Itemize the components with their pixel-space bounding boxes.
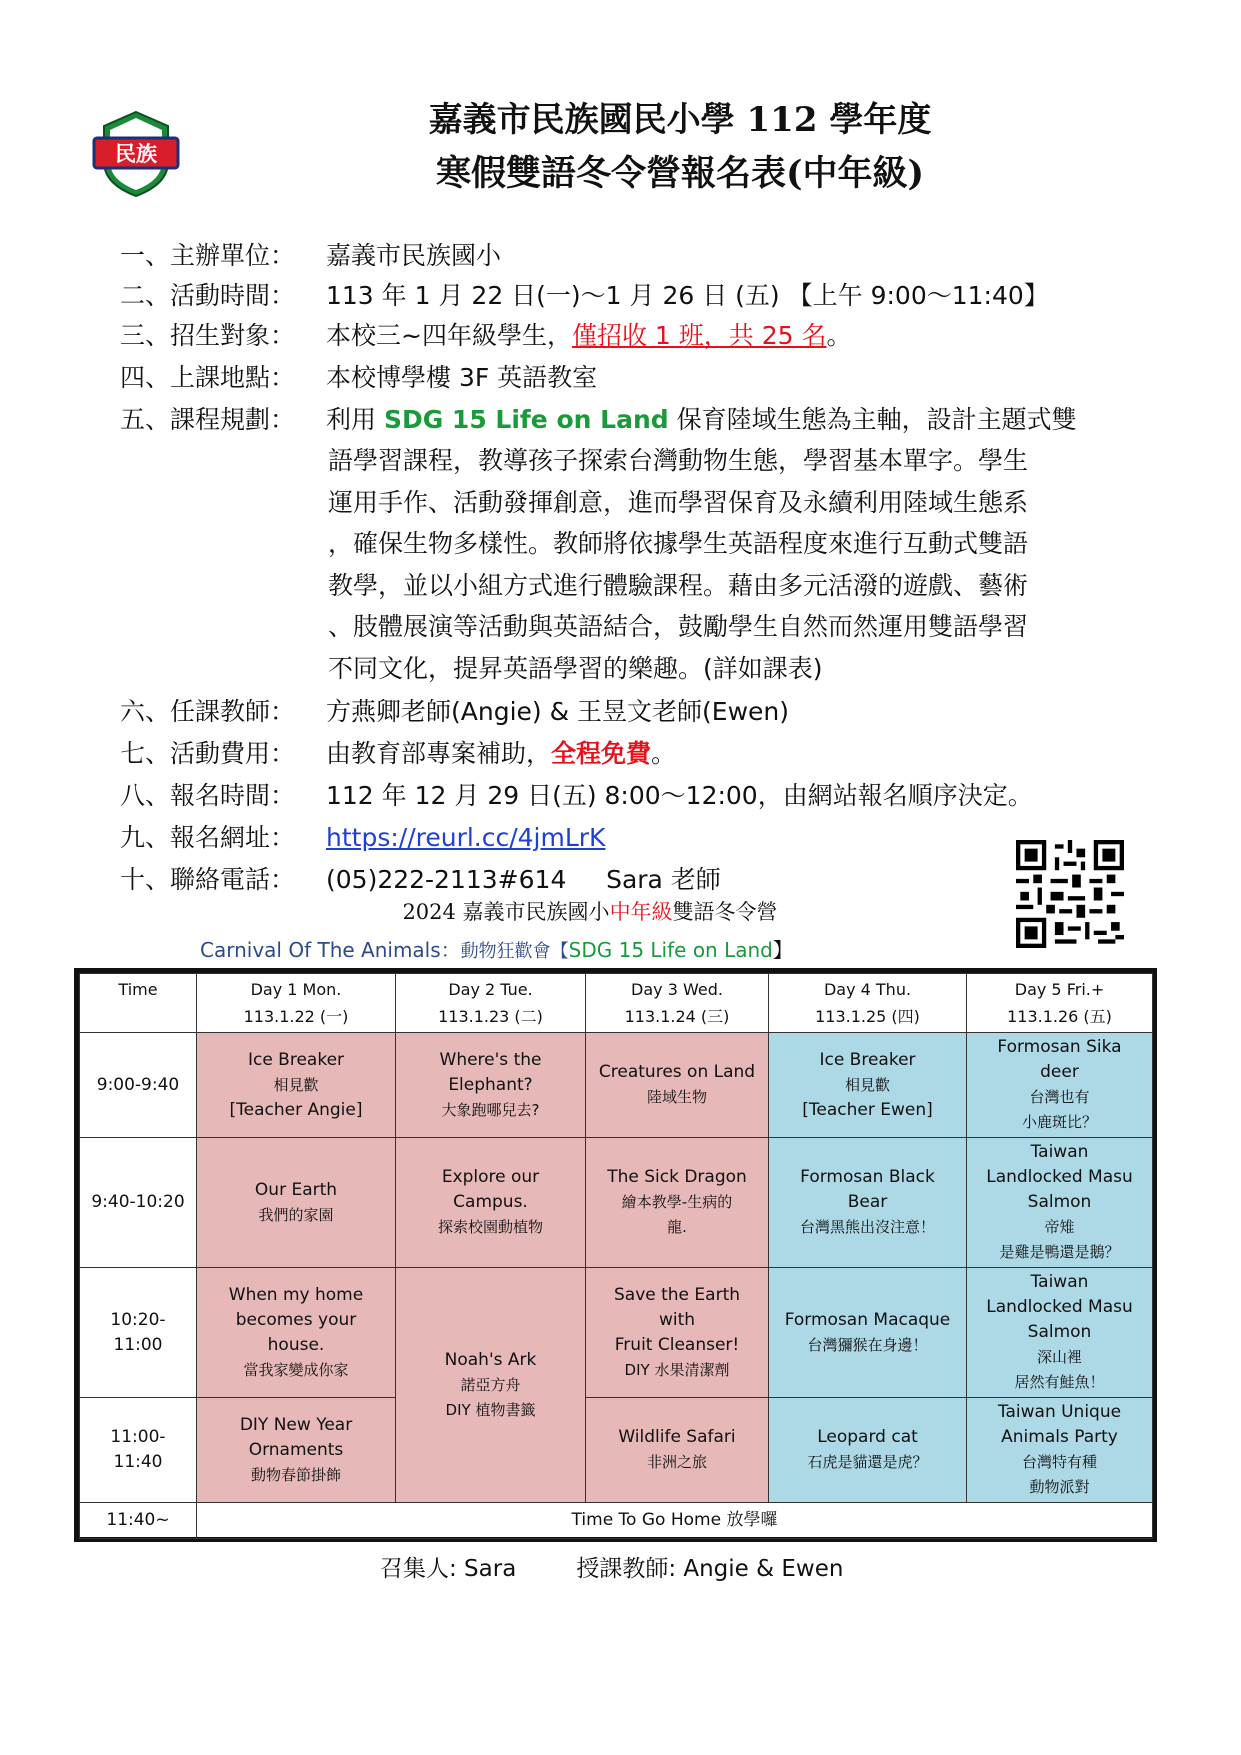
info-value: 利用 (326, 405, 384, 434)
cell-line: 動物春節掛飾 (250, 1465, 341, 1484)
cell-line: Elephant? (448, 1074, 533, 1095)
cell-line: DIY 水果清潔劑 (624, 1360, 730, 1379)
cell-line: 我們的家園 (258, 1205, 334, 1224)
schedule-row-dismissal (80, 1503, 1153, 1539)
day-header: Day 1 Mon. 113.1.22 (一) (197, 974, 396, 1033)
info-tail: 。 (651, 739, 677, 768)
cell-line: [Teacher Angie] (229, 1099, 363, 1120)
cell-line: Formosan Sika (997, 1037, 1122, 1057)
info-label: 二、活動時間： (120, 281, 296, 310)
camp-title-pre: 2024 嘉義市民族國小 (402, 900, 610, 924)
paragraph-line: 教學，並以小組方式進行體驗課程。藉由多元活潑的遊戲、藝術 (328, 570, 1029, 600)
info-fee (120, 734, 676, 770)
camp-title-post: 雙語冬令營 (672, 900, 778, 924)
cell-line: 石虎是貓還是虎？ (807, 1453, 928, 1471)
schedule-cell (586, 1398, 769, 1503)
cell-line: 繪本教學-生病的 (621, 1193, 733, 1211)
time-header: Time (80, 974, 197, 1033)
cell-line: 諾亞方舟 (460, 1375, 521, 1394)
schedule-cell (967, 1033, 1153, 1138)
camp-subtitle-sdg: SDG 15 Life on Land (568, 938, 773, 962)
schedule-cell (396, 1033, 586, 1138)
cell-line: 動物派對 (1029, 1478, 1090, 1496)
schedule-row (80, 1268, 1153, 1398)
info-tail: 。 (826, 321, 852, 350)
footer-teachers: 授課教師: Angie & Ewen (576, 1556, 844, 1582)
info-organizer (120, 236, 501, 272)
day-header: Day 5 Fri.+ 113.1.26 (五) (967, 974, 1153, 1033)
info-value: (05)222-2113#614 Sara 老師 (326, 865, 721, 894)
info-value: 本校博學樓 3F 英語教室 (326, 363, 598, 392)
time-slot: 9:40-10:20 (80, 1138, 197, 1268)
time-slot: 10:20- 11:00 (80, 1268, 197, 1398)
schedule-cell (586, 1033, 769, 1138)
cell-line: Taiwan (1030, 1272, 1089, 1292)
cell-line: Ice Breaker (247, 1049, 345, 1070)
schedule-row (80, 1138, 1153, 1268)
info-course-plan (120, 400, 1077, 436)
info-label: 五、課程規劃： (120, 405, 296, 434)
free-highlight: 全程免費 (551, 739, 652, 768)
camp-subtitle-end: 】 (772, 938, 793, 962)
schedule-cell (967, 1398, 1153, 1503)
camp-title-grade: 中年級 (609, 900, 673, 924)
cell-line: Wildlife Safari (618, 1427, 736, 1447)
info-value-cont: 保育陸域生態為主軸，設計主題式雙 (668, 405, 1077, 434)
schedule-cell (396, 1138, 586, 1268)
info-value: 方燕卿老師(Angie) & 王昱文老師(Ewen) (326, 697, 790, 726)
page-title-line1: 嘉義市民族國民小學 112 學年度 (428, 100, 932, 140)
cell-line: deer (1040, 1062, 1079, 1082)
day-header: Day 4 Thu. 113.1.25 (四) (769, 974, 967, 1033)
info-registration-time (120, 776, 1033, 812)
cell-line: 台灣黑熊出沒注意！ (799, 1218, 935, 1236)
cell-line: DIY New Year (239, 1414, 353, 1435)
info-teachers (120, 692, 789, 728)
info-label: 九、報名網址： (120, 823, 296, 852)
cell-line: Ice Breaker (819, 1049, 916, 1070)
cell-line: 非洲之旅 (646, 1453, 707, 1471)
info-contact (120, 860, 721, 896)
schedule-cell (769, 1033, 967, 1138)
cell-line: Formosan Macaque (784, 1309, 951, 1330)
info-label: 十、聯絡電話： (120, 865, 296, 894)
qr-code-icon[interactable] (1016, 840, 1124, 948)
cell-line: 當我家變成你家 (243, 1360, 349, 1379)
schedule-cell (967, 1138, 1153, 1268)
cell-line: 是雞是鴨還是鵝？ (999, 1243, 1120, 1261)
cell-line: 台灣獼猴在身邊！ (807, 1335, 928, 1354)
cell-line: 深山裡 (1036, 1348, 1082, 1366)
time-slot: 9:00-9:40 (80, 1033, 197, 1138)
info-value: 嘉義市民族國小 (326, 241, 502, 270)
cell-line: Fruit Cleanser! (614, 1334, 740, 1355)
footer-convener: 召集人: Sara (380, 1556, 517, 1582)
info-value: 112 年 12 月 29 日(五) 8:00～12:00，由網站報名順序決定。 (326, 781, 1033, 810)
schedule-table (74, 968, 1157, 1542)
paragraph-line: 不同文化，提昇英語學習的樂趣。(詳如課表) (328, 653, 823, 683)
course-paragraph (328, 440, 1178, 689)
cell-line: Landlocked Masu (986, 1297, 1133, 1317)
cell-line: The Sick Dragon (607, 1167, 747, 1187)
info-value: 本校三~四年級學生， (326, 321, 572, 350)
cell-line: Ornaments (248, 1439, 344, 1460)
cell-line: 台灣特有種 (1021, 1453, 1097, 1471)
info-label: 八、報名時間： (120, 781, 296, 810)
cell-line: 相見歡 (844, 1075, 890, 1094)
logo-text: 民族 (115, 142, 157, 166)
schedule-cell (197, 1398, 396, 1503)
info-label: 四、上課地點： (120, 363, 296, 392)
info-label: 六、任課教師： (120, 697, 296, 726)
cell-line: Creatures on Land (598, 1062, 756, 1082)
cell-line: Campus. (453, 1192, 528, 1212)
cell-line: Leopard cat (817, 1427, 918, 1447)
schedule-cell (586, 1268, 769, 1398)
schedule-row (80, 1033, 1153, 1138)
info-target (120, 316, 851, 352)
cell-line: 台灣也有 (1029, 1088, 1090, 1106)
cell-line: 大象跑哪兒去? (441, 1100, 540, 1119)
sdg-highlight: SDG 15 Life on Land (383, 405, 669, 434)
cell-line: Animals Party (1001, 1427, 1118, 1447)
schedule-cell (197, 1033, 396, 1138)
schedule-cell (769, 1138, 967, 1268)
info-location (120, 358, 597, 394)
cell-line: 小鹿斑比？ (1021, 1113, 1097, 1131)
cell-line: Bear (847, 1192, 888, 1212)
info-label: 三、招生對象： (120, 321, 296, 350)
cell-line: Explore our (441, 1167, 540, 1187)
cell-line: 陸域生物 (646, 1088, 707, 1106)
schedule-cell (586, 1138, 769, 1268)
info-label: 七、活動費用： (120, 739, 296, 768)
camp-subtitle-en: Carnival Of The Animals： (200, 938, 461, 962)
schedule-cell (769, 1398, 967, 1503)
cell-line: Our Earth (254, 1179, 338, 1200)
schedule-cell (396, 1268, 586, 1503)
cell-line: Where's the (439, 1049, 542, 1070)
paragraph-line: 、肢體展演等活動與英語結合，鼓勵學生自然而然運用雙語學習 (328, 612, 1029, 641)
paragraph-line: 語學習課程，教導孩子探索台灣動物生態，學習基本單字。學生 (328, 446, 1029, 475)
info-label: 一、主辦單位： (120, 241, 296, 270)
camp-subtitle-cn: 動物狂歡會【 (460, 941, 569, 962)
cell-line: becomes your (235, 1309, 357, 1330)
day-header: Day 3 Wed. 113.1.24 (三) (586, 974, 769, 1033)
schedule-cell (197, 1138, 396, 1268)
info-value: 113 年 1 月 22 日(一)～1 月 26 日 (五) 【上午 9:00～11:40】 (326, 281, 1049, 310)
cell-line: 相見歡 (273, 1075, 319, 1094)
info-value: 由教育部專案補助， (326, 739, 552, 768)
info-time (120, 276, 1049, 312)
footer (380, 1550, 843, 1583)
cell-line: Salmon (1027, 1322, 1092, 1342)
camp-subtitle (200, 934, 980, 963)
schedule-row (80, 1398, 1153, 1503)
cell-line: Noah's Ark (444, 1349, 537, 1370)
cell-line: When my home (228, 1284, 364, 1305)
cell-line: Salmon (1027, 1192, 1092, 1212)
cell-line: Save the Earth (613, 1284, 741, 1305)
info-highlight: 僅招收 1 班，共 25 名 (571, 321, 827, 350)
cell-line: house. (267, 1334, 325, 1355)
time-slot: 11:40~ (80, 1503, 197, 1539)
day-header: Day 2 Tue. 113.1.23 (二) (396, 974, 586, 1033)
camp-title (300, 896, 880, 926)
schedule-cell (197, 1268, 396, 1398)
schedule-header-row (80, 974, 1153, 1033)
cell-line: 探索校園動植物 (437, 1218, 543, 1236)
info-registration-url (120, 818, 605, 854)
cell-line: Taiwan Unique (997, 1402, 1122, 1422)
cell-line: DIY 植物書籤 (445, 1400, 536, 1419)
cell-line: with (658, 1309, 696, 1330)
paragraph-line: ，確保生物多樣性。教師將依據學生英語程度來進行互動式雙語 (328, 529, 1029, 558)
schedule-cell (769, 1268, 967, 1398)
cell-line: Taiwan (1030, 1142, 1089, 1162)
registration-link[interactable]: https://reurl.cc/4jmLrK (326, 823, 606, 852)
paragraph-line: 運用手作、活動發揮創意，進而學習保育及永續利用陸域生態系 (328, 487, 1029, 517)
dismissal-cell: Time To Go Home 放學囉 (197, 1503, 1153, 1539)
cell-line: 居然有鮭魚！ (1014, 1373, 1105, 1391)
cell-line: Landlocked Masu (986, 1167, 1133, 1187)
cell-line: 龍. (667, 1218, 687, 1236)
school-logo-icon (90, 108, 182, 200)
schedule-cell (967, 1268, 1153, 1398)
page-title-line2: 寒假雙語冬令營報名表(中年級) (435, 153, 925, 194)
cell-line: [Teacher Ewen] (802, 1099, 933, 1120)
time-slot: 11:00- 11:40 (80, 1398, 197, 1503)
cell-line: Formosan Black (800, 1167, 935, 1187)
cell-line: 帝雉 (1044, 1218, 1075, 1236)
